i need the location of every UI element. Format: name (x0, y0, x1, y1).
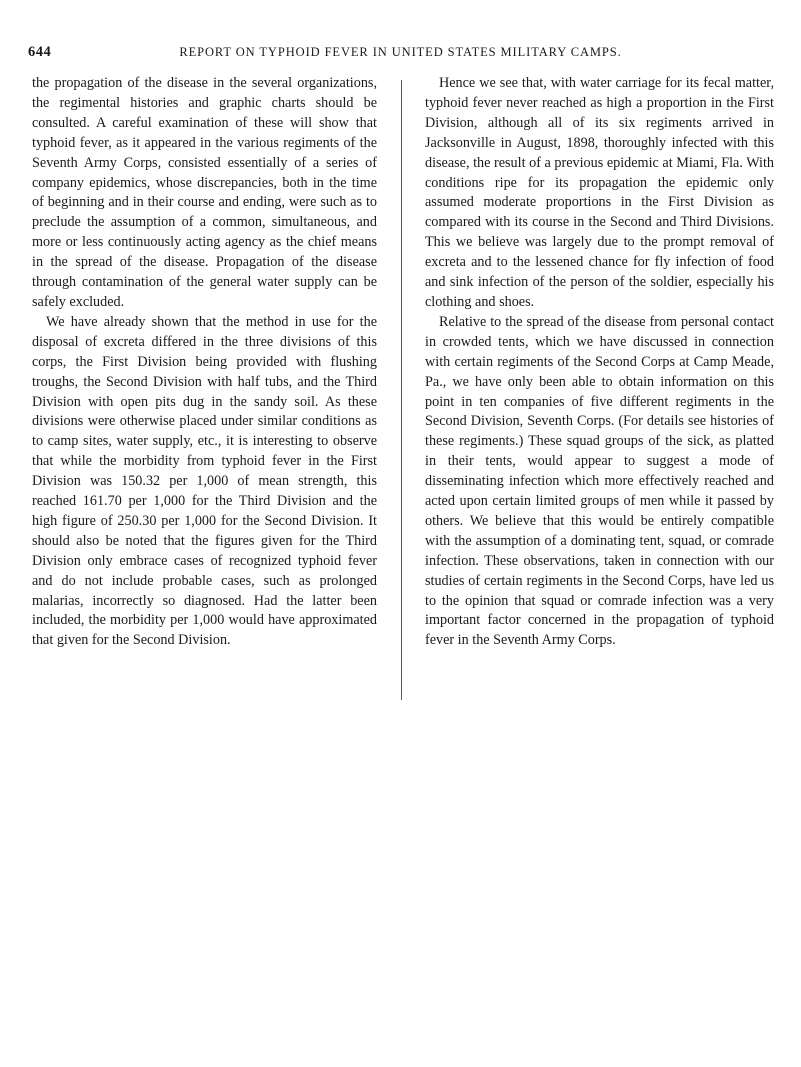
right-paragraph-1: Hence we see that, with water carriage for its fecal matter, typhoid fever never reached as high a proportion in the First Division, although all of its six regiments arrived in Jacksonville in August, 1898, thoroughly infected with this disease, the result of a previous epidemic at Miami, Fla. With conditions ripe for its propagation the epidemic only assumed moderate proportions in the First Division as compared with its course in the Second and Third Divisions. This we believe was largely due to the prompt removal of excreta and to the lessened chance for fly infection of food and sink infection of the person of the soldier, especially his clothing and shoes. (425, 75, 774, 310)
right-column (425, 74, 774, 651)
right-paragraph-2: Relative to the spread of the disease from personal contact in crowded tents, which we have discussed in connection with certain regiments of the Second Corps at Camp Meade, Pa., we have only been able to obtain information on this point in ten companies of five different regiments in the Second Division, Seventh Corps. (For details see histories of these regiments.) These squad groups of the sick, as platted in their tents, would appear to suggest a mode of disseminating infection which more effectively reached and acted upon certain limited groups of men while it passed by others. We believe that this would be entirely compatible with the assumption of a dominating tent, squad, or comrade infection. These observations, taken in connection with our studies of certain regiments in the Second Corps, have led us to the opinion that squad or comrade infection was a very important factor concerned in the propagation of typhoid fever in the Seventh Army Corps. (425, 313, 774, 649)
left-column (32, 74, 377, 651)
left-paragraph-1: the propagation of the disease in the several organizations, the regimental histories and graphic charts should be consulted. A careful examination of these will show that typhoid fever, as it appeared in the various regiments of the Seventh Army Corps, consisted essentially of a series of company epidemics, whose discrepancies, both in the time of beginning and in their course and ending, were such as to preclude the assumption of a common, simultaneous, and more or less continuously acting agency as the chief means in the spread of the disease. Propagation of the disease through contamination of the general water supply can be safely excluded. (32, 75, 377, 310)
left-paragraph-2: We have already shown that the method in use for the disposal of excreta differed in the three divisions of this corps, the First Division being provided with flushing troughs, the Second Division with half tubs, and the Third Division with open pits dug in the sandy soil. As these divisions were otherwise placed under similar conditions as to camp sites, water supply, etc., it is interesting to observe that while the morbidity from typhoid fever in the First Division was 150.32 per 1,000 of mean strength, this reached 161.70 per 1,000 for the Third Division and the high figure of 250.30 per 1,000 for the Second Division. It should also be noted that the figures given for the Third Division only embrace cases of recognized typhoid fever and do not include probable cases, such as prolonged malarias, incorrectly so diagnosed. Had the latter been included, the morbidity per 1,000 would have approximated that given for the Second Division. (32, 313, 377, 649)
column-divider (401, 80, 402, 700)
running-head: REPORT ON TYPHOID FEVER IN UNITED STATES MILITARY CAMPS. (179, 45, 622, 59)
page-number: 644 (28, 44, 52, 60)
